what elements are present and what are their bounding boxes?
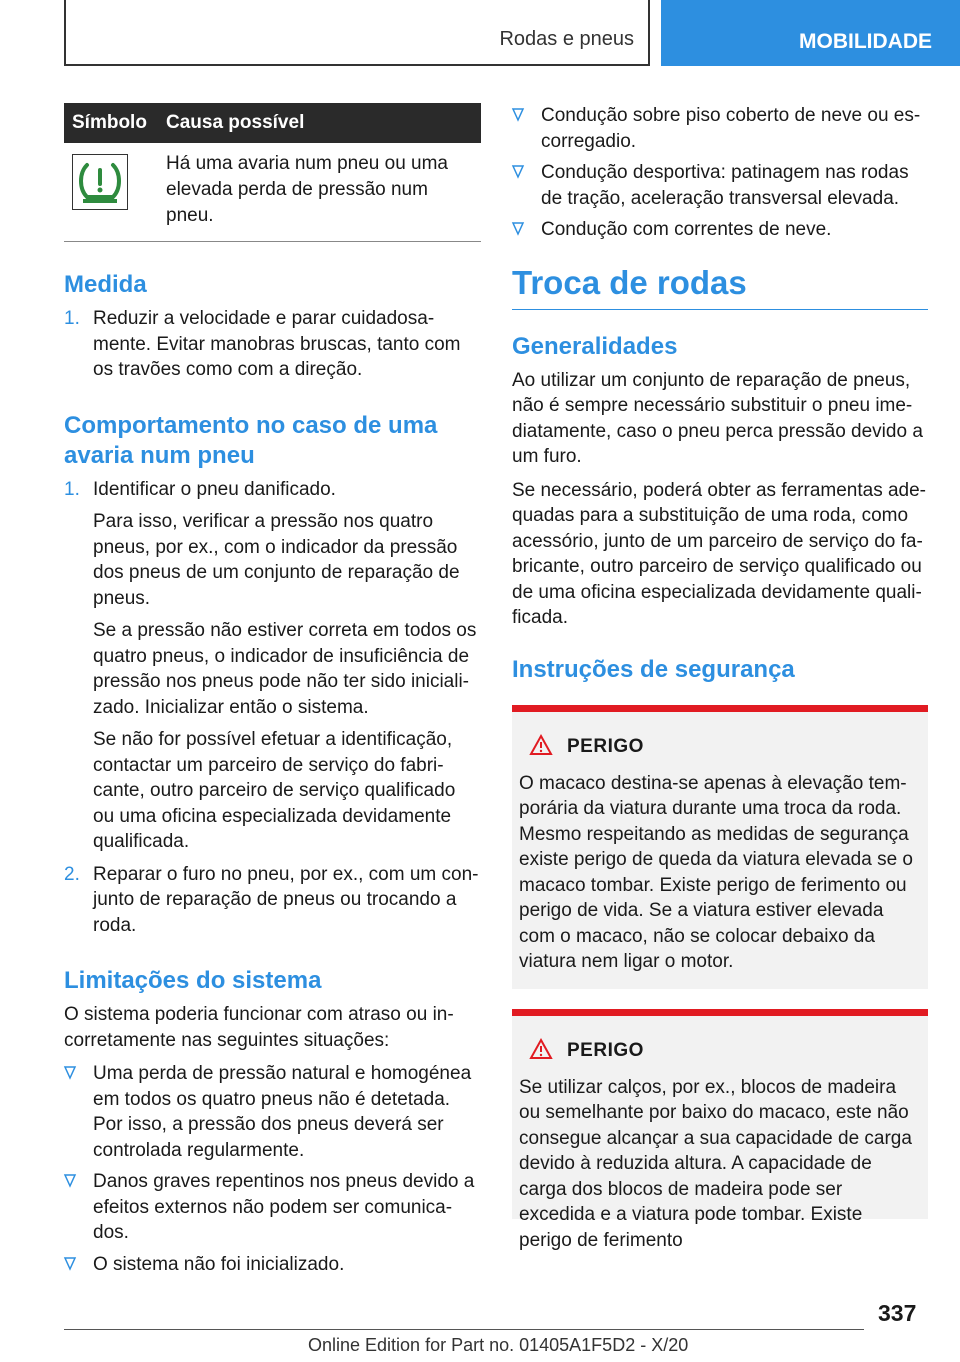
warning-triangle-icon xyxy=(529,734,553,761)
step-text: Reduzir a velocidade e parar cuidadosa-mente. Evitar manobras bruscas, tanto com os travões como com a direção. xyxy=(93,308,461,380)
numbered-step xyxy=(64,477,481,855)
bullet-triangle-icon xyxy=(512,165,524,184)
header-frame xyxy=(64,0,650,66)
danger-box xyxy=(512,705,928,989)
paragraph: Se necessário, poderá obter as ferramentas ade-quadas para a substituição de uma roda, como acessório, junto de um parceiro de serviço do fa-bricante, outro parceiro de serviço qualificado ou de uma oficina especializada devidamente quali-ficada. xyxy=(512,479,927,628)
warning-triangle-icon xyxy=(529,1038,553,1065)
list-item xyxy=(512,217,928,243)
table-cell-cause: Há uma avaria num pneu ou uma elevada perda de pressão num pneu. xyxy=(158,143,481,242)
list-item-text: Condução com correntes de neve. xyxy=(541,219,832,240)
symbol-table xyxy=(64,103,481,242)
bullet-triangle-icon xyxy=(64,1066,76,1085)
list-item xyxy=(512,160,928,211)
list-item-text: Condução desportiva: patinagem nas rodas de tração, aceleração transversal elevada. xyxy=(541,162,909,209)
heading-medida: Medida xyxy=(64,271,147,298)
heading-instrucoes-seguranca: Instruções de segurança xyxy=(512,655,795,683)
step-text: Reparar o furo no pneu, por ex., com um con-junto de reparação de pneus ou trocando a roda. xyxy=(93,863,479,936)
list-item-text: Danos graves repentinos nos pneus devido a efeitos externos não podem ser comunica-dos. xyxy=(93,1171,475,1243)
step-number: 2. xyxy=(64,863,80,885)
table-row xyxy=(64,143,481,242)
bullet-triangle-icon xyxy=(64,1174,76,1193)
header-section-title: Rodas e pneus xyxy=(499,28,634,50)
numbered-step xyxy=(64,862,481,939)
step-number: 1. xyxy=(64,478,80,500)
list-item xyxy=(64,1169,481,1246)
list-item xyxy=(512,103,928,154)
bullet-triangle-icon xyxy=(512,222,524,241)
paragraph: O sistema poderia funcionar com atraso ou in-corretamente nas seguintes situações: xyxy=(64,1004,454,1051)
table-header-symbol: Símbolo xyxy=(64,103,158,143)
bullet-triangle-icon xyxy=(512,108,524,127)
tire-pressure-warning-icon xyxy=(72,154,128,210)
heading-comportamento: Comportamento no caso de uma avaria num pneu xyxy=(64,411,438,469)
step-number: 1. xyxy=(64,308,80,329)
heading-troca-de-rodas: Troca de rodas xyxy=(512,263,928,310)
list-item-text: O sistema não foi inicializado. xyxy=(93,1253,345,1275)
list-item-text: Condução sobre piso coberto de neve ou es-corregadio. xyxy=(541,105,921,152)
right-column xyxy=(512,103,928,1251)
step-text: Para isso, verificar a pressão nos quatro pneus, por ex., com o indicador da pressão dos pneus de um conjunto de reparação de pneus. xyxy=(93,511,460,609)
danger-label: PERIGO xyxy=(567,736,644,757)
danger-box xyxy=(512,1009,928,1251)
danger-text: Se utilizar calços, por ex., blocos de madeira ou semelhante por baixo do macaco, este não consegue alcançar a sua capacidade de carga devido à reduzida altura. A capacidade de carga dos blocos de madeira pode ser excedida e a viatura pode tombar. Existe perigo de ferimento xyxy=(519,1076,912,1251)
header-chapter-tab[interactable]: MOBILIDADE xyxy=(661,0,960,66)
step-text: Identificar o pneu danificado. xyxy=(93,478,336,500)
bullet-triangle-icon xyxy=(64,1257,76,1276)
paragraph: Ao utilizar um conjunto de reparação de pneus, não é sempre necessário substituir o pneu ime-diatamente, caso o pneu perca pressão devido a um furo. xyxy=(512,369,923,467)
page-number: 337 xyxy=(878,1300,917,1326)
danger-text: O macaco destina-se apenas à elevação tem-porária da viatura durante uma troca da roda. Mesmo respeitando as medidas de segurança existe perigo de queda da viatura elevada se o macaco tombar. Existe perigo de ferimento ou perigo de vida. Se a viatura estiver elevada com o macaco, não se colocar debaixo da viatura nem ligar o motor. xyxy=(519,772,913,972)
heading-limitacoes: Limitações do sistema xyxy=(64,967,322,994)
numbered-step xyxy=(64,306,481,383)
step-text: Se a pressão não estiver correta em todos os quatro pneus, o indicador de insuficiência de pressão nos pneus pode não ter sido iniciali-zado. Inicializar então o sistema. xyxy=(93,620,477,718)
list-item xyxy=(64,1061,481,1163)
heading-generalidades: Generalidades xyxy=(512,332,678,360)
step-text: Se não for possível efetuar a identificação, contactar um parceiro de serviço do fabri-cante, outro parceiro de serviço qualificado ou uma oficina especializada devidamente qualificada. xyxy=(93,729,456,852)
list-item-text: Uma perda de pressão natural e homogénea em todos os quatro pneus não é detetada. Por isso, a pressão dos pneus deverá ser controlada regularmente. xyxy=(93,1063,472,1161)
danger-label: PERIGO xyxy=(567,1040,644,1061)
footer-divider xyxy=(64,1329,864,1330)
footer-edition: Online Edition for Part no. 01405A1F5D2 - X/20 xyxy=(308,1335,689,1355)
list-item xyxy=(64,1252,481,1278)
table-header-cause: Causa possível xyxy=(158,103,481,143)
left-column xyxy=(64,103,481,1283)
